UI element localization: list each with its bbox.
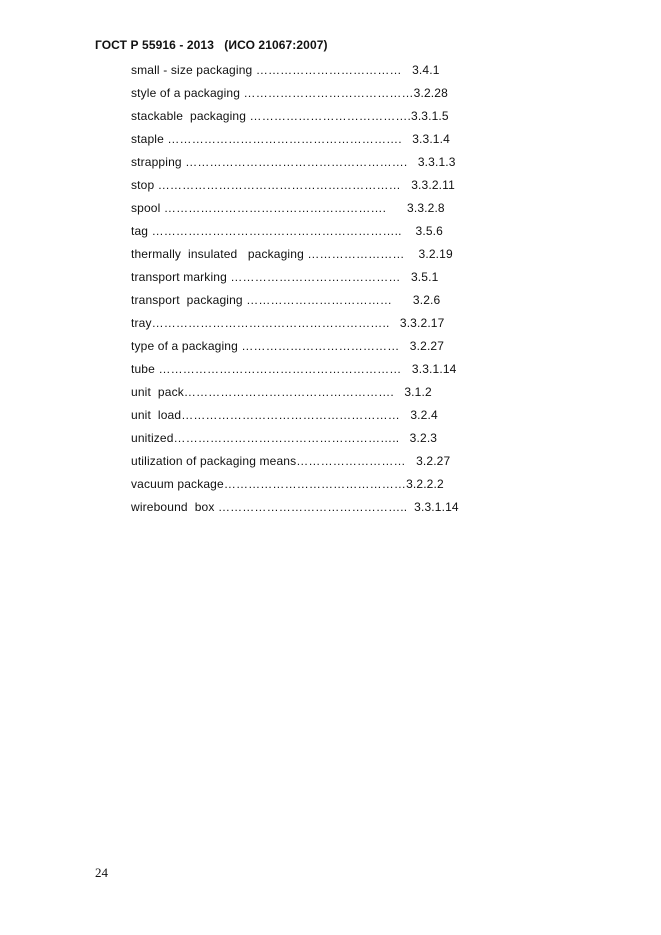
document-header: ГОСТ Р 55916 - 2013 (ИСО 21067:2007) — [95, 38, 328, 52]
index-entry: spool ………………………………………………. 3.3.2.8 — [131, 201, 445, 215]
index-entry: type of a packaging ………………………………… 3.2.27 — [131, 339, 445, 353]
index-entry: stackable packaging ………………………………….3.3.1.5 — [131, 109, 449, 123]
index-entry: strapping ………………………………………………. 3.3.1.3 — [131, 155, 456, 169]
index-entry: utilization of packaging means……………………… 3.2.27 — [131, 454, 451, 468]
index-entry: staple …………………………………………………. 3.3.1.4 — [131, 132, 450, 146]
page-number: 24 — [95, 865, 108, 880]
index-entry: wirebound box ……………………………………….. 3.3.1.14 — [131, 500, 459, 514]
index-entry: style of a packaging ……………………………………3.2.28 — [131, 86, 448, 100]
index-entry: unitized……………………………………………….. 3.2.3 — [131, 431, 438, 445]
index-entry: transport packaging ……………………………… 3.2.6 — [131, 293, 441, 307]
term-index-list — [131, 61, 459, 521]
index-entry: vacuum package………………………………………3.2.2.2 — [131, 477, 444, 491]
index-entry: stop …………………………………………………… 3.3.2.11 — [131, 178, 455, 192]
index-entry: unit pack……………………………………………. 3.1.2 — [131, 385, 432, 399]
index-entry: thermally insulated packaging …………………… 3.2.19 — [131, 247, 453, 261]
index-entry: transport marking …………………………………… 3.5.1 — [131, 270, 439, 284]
index-entry: small - size packaging ……………………………… 3.4.1 — [131, 63, 440, 77]
index-entry: tray………………………………………………….. 3.3.2.17 — [131, 316, 445, 330]
index-entry: unit load……………………………………………… 3.2.4 — [131, 408, 438, 422]
index-entry: tube …………………………………………………… 3.3.1.14 — [131, 362, 457, 376]
index-entry: tag …………………………………………………….. 3.5.6 — [131, 224, 443, 238]
